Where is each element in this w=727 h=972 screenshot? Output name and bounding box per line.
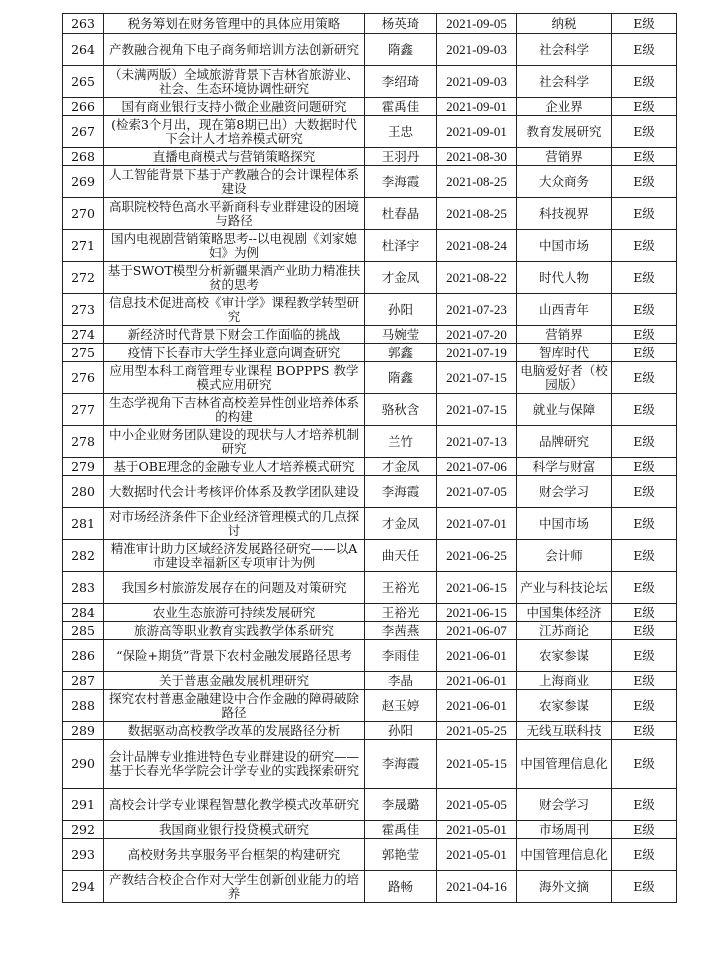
table-row [63, 740, 677, 789]
table-row [63, 722, 677, 740]
row-number: 288 [63, 690, 104, 722]
publication-list-page [62, 13, 666, 903]
journal-name: 上海商业 [517, 672, 612, 690]
paper-title: 探究农村普惠金融建设中合作金融的障碍破除路径 [104, 690, 365, 722]
author-name: 路畅 [365, 871, 437, 903]
author-name: 李海霞 [365, 166, 437, 198]
table-row [63, 839, 677, 871]
author-name: 李海霞 [365, 476, 437, 508]
paper-title: 高职院校特色高水平新商科专业群建设的困境与路径 [104, 198, 365, 230]
table-row [63, 66, 677, 98]
publish-date: 2021-06-01 [437, 672, 517, 690]
row-number: 281 [63, 508, 104, 540]
journal-level: E级 [612, 426, 677, 458]
row-number: 285 [63, 622, 104, 640]
row-number: 271 [63, 230, 104, 262]
publish-date: 2021-06-01 [437, 640, 517, 672]
row-number: 267 [63, 116, 104, 148]
paper-title: 关于普惠金融发展机理研究 [104, 672, 365, 690]
paper-title: “保险+期货”背景下农村金融发展路径思考 [104, 640, 365, 672]
author-name: 骆秋含 [365, 394, 437, 426]
table-row [63, 426, 677, 458]
row-number: 270 [63, 198, 104, 230]
journal-level: E级 [612, 740, 677, 789]
paper-title: 税务筹划在财务管理中的具体应用策略 [104, 14, 365, 34]
publish-date: 2021-05-01 [437, 821, 517, 839]
author-name: 杨英琦 [365, 14, 437, 34]
journal-name: 中国管理信息化 [517, 839, 612, 871]
publish-date: 2021-09-01 [437, 98, 517, 116]
table-row [63, 604, 677, 622]
journal-level: E级 [612, 604, 677, 622]
publish-date: 2021-09-03 [437, 34, 517, 66]
table-row [63, 476, 677, 508]
paper-title: 产教结合校企合作对大学生创新创业能力的培养 [104, 871, 365, 903]
publish-date: 2021-09-03 [437, 66, 517, 98]
author-name: 李雨佳 [365, 640, 437, 672]
journal-level: E级 [612, 672, 677, 690]
publication-table-body [63, 14, 677, 903]
author-name: 孙阳 [365, 722, 437, 740]
journal-level: E级 [612, 362, 677, 394]
row-number: 292 [63, 821, 104, 839]
author-name: 隋鑫 [365, 362, 437, 394]
journal-level: E级 [612, 476, 677, 508]
publish-date: 2021-05-25 [437, 722, 517, 740]
author-name: 孙阳 [365, 294, 437, 326]
author-name: 隋鑫 [365, 34, 437, 66]
journal-level: E级 [612, 294, 677, 326]
journal-level: E级 [612, 871, 677, 903]
journal-level: E级 [612, 34, 677, 66]
row-number: 291 [63, 789, 104, 821]
journal-level: E级 [612, 198, 677, 230]
journal-name: 电脑爱好者（校园版） [517, 362, 612, 394]
paper-title: 国有商业银行支持小微企业融资问题研究 [104, 98, 365, 116]
publish-date: 2021-08-22 [437, 262, 517, 294]
paper-title: 数据驱动高校教学改革的发展路径分析 [104, 722, 365, 740]
row-number: 286 [63, 640, 104, 672]
paper-title: 中小企业财务团队建设的现状与人才培养机制研究 [104, 426, 365, 458]
table-row [63, 540, 677, 572]
row-number: 282 [63, 540, 104, 572]
journal-level: E级 [612, 789, 677, 821]
publish-date: 2021-08-25 [437, 198, 517, 230]
author-name: 杜春晶 [365, 198, 437, 230]
table-row [63, 821, 677, 839]
journal-level: E级 [612, 690, 677, 722]
publish-date: 2021-06-15 [437, 572, 517, 604]
table-row [63, 622, 677, 640]
row-number: 263 [63, 14, 104, 34]
journal-name: 山西青年 [517, 294, 612, 326]
journal-level: E级 [612, 508, 677, 540]
paper-title: 农业生态旅游可持续发展研究 [104, 604, 365, 622]
publish-date: 2021-07-20 [437, 326, 517, 344]
journal-level: E级 [612, 344, 677, 362]
table-row [63, 871, 677, 903]
journal-level: E级 [612, 14, 677, 34]
journal-name: 农家参谋 [517, 640, 612, 672]
journal-name: 无线互联科技 [517, 722, 612, 740]
author-name: 杜泽宇 [365, 230, 437, 262]
row-number: 272 [63, 262, 104, 294]
row-number: 294 [63, 871, 104, 903]
journal-name: 中国市场 [517, 230, 612, 262]
journal-level: E级 [612, 148, 677, 166]
table-row [63, 166, 677, 198]
table-row [63, 362, 677, 394]
publication-table [62, 13, 677, 903]
author-name: 李晟璐 [365, 789, 437, 821]
paper-title: 对市场经济条件下企业经济管理模式的几点探讨 [104, 508, 365, 540]
author-name: 王裕光 [365, 572, 437, 604]
paper-title: （未满两版）全域旅游背景下吉林省旅游业、社会、生态环境协调性研究 [104, 66, 365, 98]
paper-title: 生态学视角下吉林省高校差异性创业培养体系的构建 [104, 394, 365, 426]
journal-name: 社会科学 [517, 34, 612, 66]
table-row [63, 230, 677, 262]
table-row [63, 640, 677, 672]
author-name: 才金凤 [365, 508, 437, 540]
journal-name: 品牌研究 [517, 426, 612, 458]
journal-name: 科学与财富 [517, 458, 612, 476]
paper-title: 人工智能背景下基于产教融合的会计课程体系建设 [104, 166, 365, 198]
journal-name: 会计师 [517, 540, 612, 572]
row-number: 265 [63, 66, 104, 98]
journal-name: 中国集体经济 [517, 604, 612, 622]
paper-title: 大数据时代会计考核评价体系及教学团队建设 [104, 476, 365, 508]
row-number: 289 [63, 722, 104, 740]
publish-date: 2021-05-05 [437, 789, 517, 821]
table-row [63, 148, 677, 166]
table-row [63, 344, 677, 362]
journal-level: E级 [612, 394, 677, 426]
row-number: 268 [63, 148, 104, 166]
publish-date: 2021-07-05 [437, 476, 517, 508]
row-number: 274 [63, 326, 104, 344]
publish-date: 2021-05-15 [437, 740, 517, 789]
paper-title: 新经济时代背景下财会工作面临的挑战 [104, 326, 365, 344]
row-number: 277 [63, 394, 104, 426]
table-row [63, 789, 677, 821]
table-row [63, 198, 677, 230]
paper-title: 会计品牌专业推进特色专业群建设的研究——基于长春光华学院会计学专业的实践探索研究 [104, 740, 365, 789]
journal-name: 中国管理信息化 [517, 740, 612, 789]
journal-level: E级 [612, 622, 677, 640]
author-name: 郭鑫 [365, 344, 437, 362]
paper-title: 信息技术促进高校《审计学》课程教学转型研究 [104, 294, 365, 326]
row-number: 273 [63, 294, 104, 326]
journal-name: 纳税 [517, 14, 612, 34]
journal-name: 社会科学 [517, 66, 612, 98]
author-name: 李绍琦 [365, 66, 437, 98]
publish-date: 2021-05-01 [437, 839, 517, 871]
publish-date: 2021-06-25 [437, 540, 517, 572]
journal-name: 产业与科技论坛 [517, 572, 612, 604]
author-name: 王羽丹 [365, 148, 437, 166]
author-name: 曲天任 [365, 540, 437, 572]
row-number: 276 [63, 362, 104, 394]
publish-date: 2021-08-30 [437, 148, 517, 166]
publish-date: 2021-06-15 [437, 604, 517, 622]
journal-name: 财会学习 [517, 789, 612, 821]
journal-name: 海外文摘 [517, 871, 612, 903]
table-row [63, 672, 677, 690]
row-number: 264 [63, 34, 104, 66]
table-row [63, 458, 677, 476]
paper-title: 我国乡村旅游发展存在的问题及对策研究 [104, 572, 365, 604]
paper-title: 我国商业银行投贷模式研究 [104, 821, 365, 839]
journal-name: 大众商务 [517, 166, 612, 198]
author-name: 李茜燕 [365, 622, 437, 640]
author-name: 王忠 [365, 116, 437, 148]
journal-level: E级 [612, 326, 677, 344]
journal-level: E级 [612, 262, 677, 294]
publish-date: 2021-07-15 [437, 394, 517, 426]
paper-title: 应用型本科工商管理专业课程 BOPPPS 教学模式应用研究 [104, 362, 365, 394]
journal-name: 企业界 [517, 98, 612, 116]
table-row [63, 326, 677, 344]
publish-date: 2021-08-25 [437, 166, 517, 198]
publish-date: 2021-07-15 [437, 362, 517, 394]
author-name: 霍禹佳 [365, 821, 437, 839]
row-number: 293 [63, 839, 104, 871]
paper-title: (检索3个月出，现在第8期已出）大数据时代下会计人才培养模式研究 [104, 116, 365, 148]
table-row [63, 262, 677, 294]
author-name: 兰竹 [365, 426, 437, 458]
table-row [63, 14, 677, 34]
row-number: 280 [63, 476, 104, 508]
journal-name: 科技视界 [517, 198, 612, 230]
row-number: 266 [63, 98, 104, 116]
table-row [63, 508, 677, 540]
publish-date: 2021-06-07 [437, 622, 517, 640]
table-row [63, 690, 677, 722]
row-number: 283 [63, 572, 104, 604]
publish-date: 2021-07-13 [437, 426, 517, 458]
author-name: 李海霞 [365, 740, 437, 789]
journal-name: 财会学习 [517, 476, 612, 508]
row-number: 278 [63, 426, 104, 458]
table-row [63, 394, 677, 426]
journal-level: E级 [612, 640, 677, 672]
paper-title: 高校会计学专业课程智慧化教学模式改革研究 [104, 789, 365, 821]
author-name: 才金凤 [365, 262, 437, 294]
journal-name: 教育发展研究 [517, 116, 612, 148]
journal-level: E级 [612, 540, 677, 572]
journal-name: 中国市场 [517, 508, 612, 540]
author-name: 马婉莹 [365, 326, 437, 344]
paper-title: 疫情下长春市大学生择业意向调查研究 [104, 344, 365, 362]
row-number: 287 [63, 672, 104, 690]
journal-name: 市场周刊 [517, 821, 612, 839]
publish-date: 2021-07-19 [437, 344, 517, 362]
journal-level: E级 [612, 98, 677, 116]
row-number: 279 [63, 458, 104, 476]
journal-level: E级 [612, 230, 677, 262]
journal-name: 营销界 [517, 326, 612, 344]
paper-title: 精准审计助力区域经济发展路径研究——以A市建设幸福新区专项审计为例 [104, 540, 365, 572]
journal-level: E级 [612, 722, 677, 740]
author-name: 赵玉婷 [365, 690, 437, 722]
publish-date: 2021-06-01 [437, 690, 517, 722]
publish-date: 2021-09-05 [437, 14, 517, 34]
table-row [63, 116, 677, 148]
journal-name: 农家参谋 [517, 690, 612, 722]
publish-date: 2021-09-01 [437, 116, 517, 148]
journal-level: E级 [612, 116, 677, 148]
journal-level: E级 [612, 458, 677, 476]
journal-level: E级 [612, 66, 677, 98]
row-number: 290 [63, 740, 104, 789]
paper-title: 旅游高等职业教育实践教学体系研究 [104, 622, 365, 640]
journal-name: 时代人物 [517, 262, 612, 294]
table-row [63, 572, 677, 604]
paper-title: 产教融合视角下电子商务师培训方法创新研究 [104, 34, 365, 66]
table-row [63, 98, 677, 116]
journal-name: 江苏商论 [517, 622, 612, 640]
paper-title: 高校财务共享服务平台框架的构建研究 [104, 839, 365, 871]
row-number: 284 [63, 604, 104, 622]
journal-level: E级 [612, 839, 677, 871]
publish-date: 2021-08-24 [437, 230, 517, 262]
row-number: 275 [63, 344, 104, 362]
journal-level: E级 [612, 572, 677, 604]
paper-title: 国内电视剧营销策略思考--以电视剧《刘家媳妇》为例 [104, 230, 365, 262]
paper-title: 基于OBE理念的金融专业人才培养模式研究 [104, 458, 365, 476]
publish-date: 2021-04-16 [437, 871, 517, 903]
author-name: 郭艳莹 [365, 839, 437, 871]
journal-name: 营销界 [517, 148, 612, 166]
publish-date: 2021-07-23 [437, 294, 517, 326]
journal-level: E级 [612, 821, 677, 839]
publish-date: 2021-07-01 [437, 508, 517, 540]
paper-title: 直播电商模式与营销策略探究 [104, 148, 365, 166]
paper-title: 基于SWOT模型分析新疆果酒产业助力精准扶贫的思考 [104, 262, 365, 294]
journal-name: 智库时代 [517, 344, 612, 362]
author-name: 王裕光 [365, 604, 437, 622]
journal-name: 就业与保障 [517, 394, 612, 426]
author-name: 霍禹佳 [365, 98, 437, 116]
row-number: 269 [63, 166, 104, 198]
table-row [63, 294, 677, 326]
table-row [63, 34, 677, 66]
publish-date: 2021-07-06 [437, 458, 517, 476]
author-name: 才金凤 [365, 458, 437, 476]
author-name: 李晶 [365, 672, 437, 690]
journal-level: E级 [612, 166, 677, 198]
